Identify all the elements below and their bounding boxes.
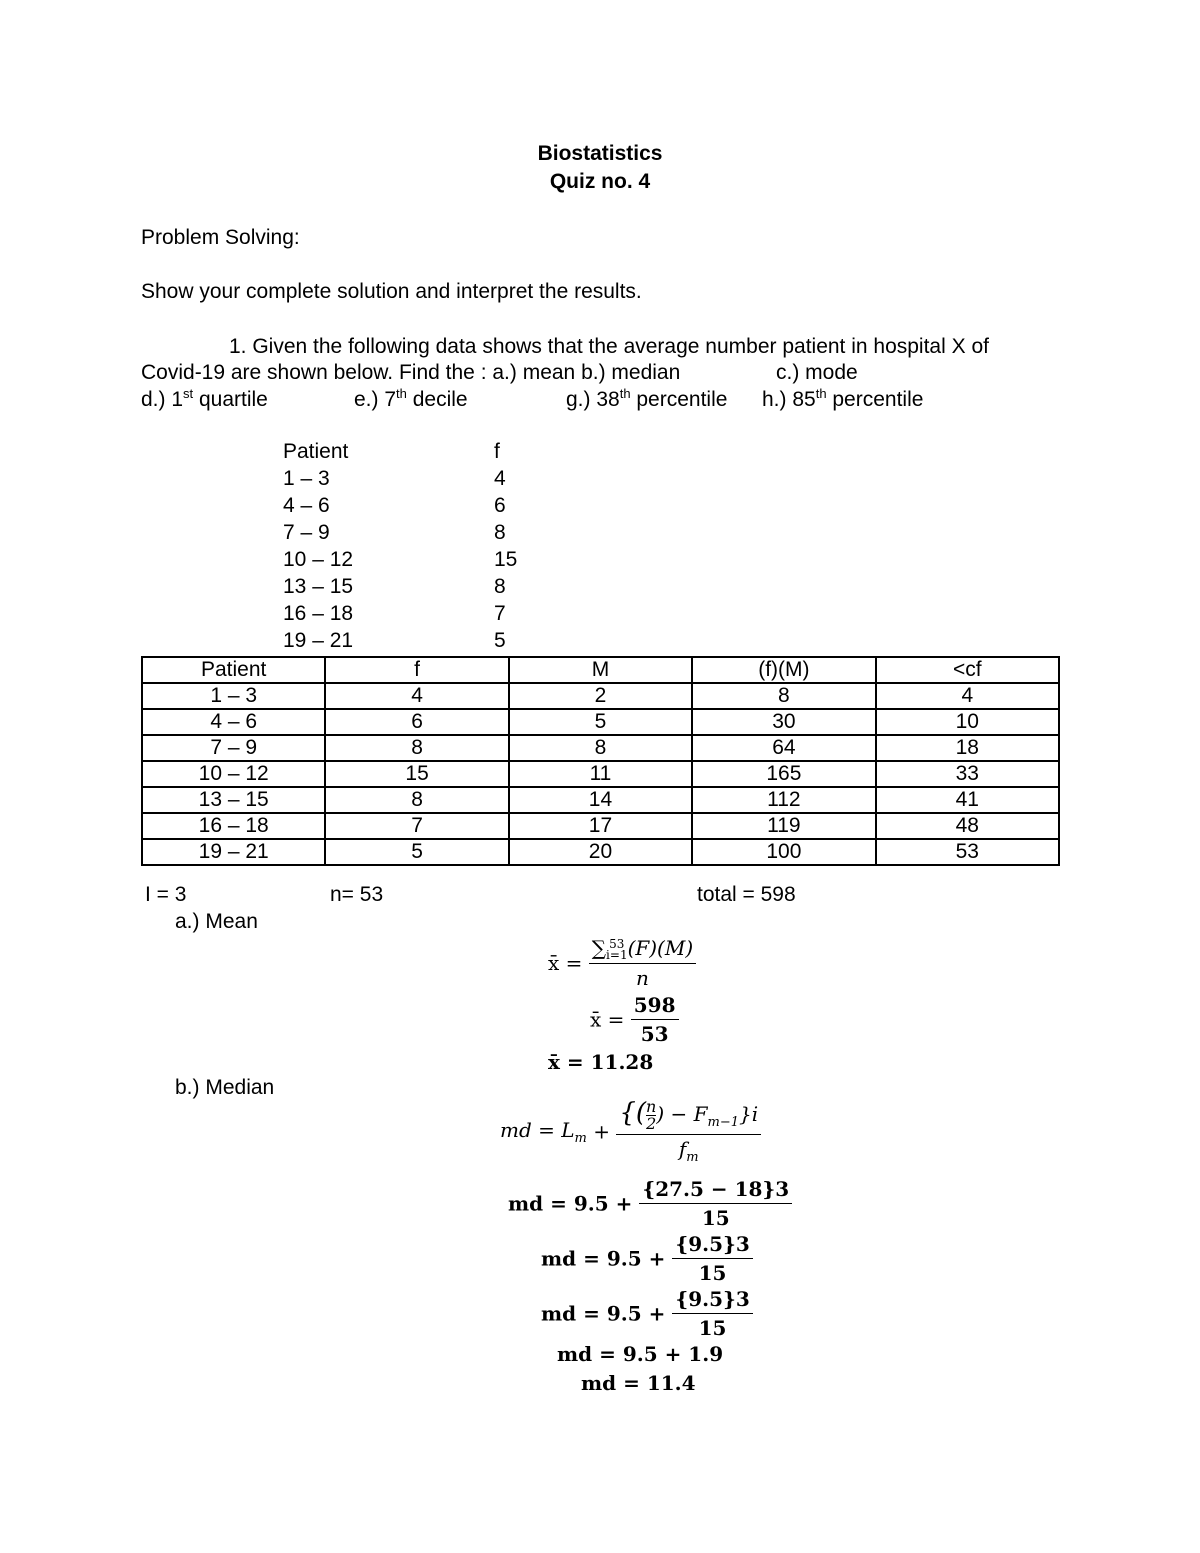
median-formula-denominator: $f_m$	[678, 1137, 699, 1165]
table-cell: 17	[509, 813, 692, 839]
table-cell: 8	[325, 787, 508, 813]
problem-item-g: g.) 38th percentile	[566, 386, 728, 411]
median-formula-fraction	[616, 1098, 761, 1165]
table-cell: 20	[509, 839, 692, 865]
mean-formula	[548, 936, 696, 990]
column-header-f: f	[325, 657, 508, 683]
column-header-patient: Patient	[142, 657, 325, 683]
frequency-class: 4 – 6	[283, 494, 330, 517]
mean-step-2-numerator: 598	[631, 993, 679, 1020]
table-row	[142, 709, 1059, 735]
computation-table	[141, 656, 1060, 866]
table-row	[142, 787, 1059, 813]
table-cell: 33	[876, 761, 1059, 787]
table-cell: 6	[325, 709, 508, 735]
column-header-cf: <cf	[876, 657, 1059, 683]
mean-step-2-lhs: x̄ =	[590, 1007, 625, 1032]
summary-n: n= 53	[330, 883, 384, 906]
median-step-3-denominator: 15	[698, 1316, 727, 1340]
table-cell: 165	[692, 761, 875, 787]
problem-item-c: c.) mode	[776, 361, 858, 384]
frequency-value: 5	[494, 629, 506, 652]
table-cell: 1 – 3	[142, 683, 325, 709]
mean-label: a.) Mean	[175, 910, 258, 933]
mean-formula-lhs: x̄ =	[548, 950, 583, 975]
frequency-row	[283, 467, 603, 494]
frequency-row	[283, 548, 603, 575]
median-formula: md = $L_m$ + {( $\frac{n}{2}$ ) − $F_{m-1}\}i$ $f_m$	[500, 1098, 761, 1165]
frequency-class: 19 – 21	[283, 629, 354, 652]
frequency-header-patient: Patient	[283, 440, 349, 463]
table-cell: 19 – 21	[142, 839, 325, 865]
table-cell: 11	[509, 761, 692, 787]
frequency-row	[283, 629, 603, 656]
table-row	[142, 683, 1059, 709]
mean-formula-numerator: ∑ 53 i=1 (F)(M)	[589, 936, 696, 964]
page-subtitle: Quiz no. 4	[549, 170, 651, 193]
table-cell: 4	[325, 683, 508, 709]
summary-interval: I = 3	[145, 883, 187, 906]
frequency-class: 16 – 18	[283, 602, 354, 625]
table-cell: 4 – 6	[142, 709, 325, 735]
table-row	[142, 761, 1059, 787]
frequency-row	[283, 575, 603, 602]
problem-item-d: d.) 1st quartile	[141, 386, 268, 411]
median-formula-lhs: md = $L_m$	[500, 1117, 587, 1146]
frequency-class: 7 – 9	[283, 521, 330, 544]
frequency-class: 13 – 15	[283, 575, 354, 598]
summary-total: total = 598	[697, 883, 796, 906]
mean-step-2	[590, 993, 679, 1046]
mean-step-2-denominator: 53	[640, 1022, 669, 1046]
frequency-value: 7	[494, 602, 506, 625]
table-cell: 8	[325, 735, 508, 761]
mean-step-2-fraction	[631, 993, 679, 1046]
table-cell: 7	[325, 813, 508, 839]
table-cell: 119	[692, 813, 875, 839]
median-step-2-numerator: {9.5}3	[672, 1232, 752, 1259]
table-cell: 15	[325, 761, 508, 787]
table-cell: 112	[692, 787, 875, 813]
median-step-1-numerator: {27.5 − 18}3	[639, 1177, 792, 1204]
median-step-3-numerator: {9.5}3	[672, 1287, 752, 1314]
median-formula-numerator: {( $\frac{n}{2}$ ) − $F_{m-1}\}i$	[616, 1098, 761, 1135]
median-label: b.) Median	[175, 1076, 275, 1099]
table-cell: 2	[509, 683, 692, 709]
table-cell: 4	[876, 683, 1059, 709]
table-cell: 10 – 12	[142, 761, 325, 787]
table-row	[142, 813, 1059, 839]
table-cell: 41	[876, 787, 1059, 813]
table-cell: 30	[692, 709, 875, 735]
table-cell: 5	[325, 839, 508, 865]
table-cell: 14	[509, 787, 692, 813]
frequency-row	[283, 602, 603, 629]
table-cell: 64	[692, 735, 875, 761]
section-label: Problem Solving:	[141, 226, 300, 249]
table-header-row	[142, 657, 1059, 683]
table-cell: 13 – 15	[142, 787, 325, 813]
median-step-2-denominator: 15	[698, 1261, 727, 1285]
frequency-header-f: f	[494, 440, 500, 463]
median-step-3: md = 9.5 + $\frac{\{9.5\}3}{15}$	[541, 1287, 753, 1340]
table-cell: 7 – 9	[142, 735, 325, 761]
column-header-m: M	[509, 657, 692, 683]
mean-result: x̄ = 11.28	[548, 1050, 654, 1074]
frequency-value: 15	[494, 548, 518, 571]
problem-item-h: h.) 85th percentile	[762, 386, 924, 411]
problem-line-2: Covid-19 are shown below. Find the : a.) mean b.) median	[141, 361, 681, 384]
median-step-4: md = 9.5 + 1.9	[557, 1342, 724, 1366]
table-cell: 8	[509, 735, 692, 761]
table-cell: 18	[876, 735, 1059, 761]
table-cell: 8	[692, 683, 875, 709]
frequency-row	[283, 521, 603, 548]
table-cell: 53	[876, 839, 1059, 865]
mean-formula-fraction	[589, 936, 696, 990]
table-cell: 5	[509, 709, 692, 735]
table-cell: 10	[876, 709, 1059, 735]
frequency-class: 10 – 12	[283, 548, 354, 571]
frequency-class: 1 – 3	[283, 467, 330, 490]
frequency-list	[283, 440, 603, 656]
median-step-1: md = 9.5 + $\frac{\{27.5 - 18\}3}{15}$	[508, 1177, 792, 1230]
instruction-text: Show your complete solution and interpret the results.	[141, 280, 642, 303]
median-result: md = 11.4	[581, 1371, 696, 1395]
frequency-value: 8	[494, 521, 506, 544]
frequency-value: 8	[494, 575, 506, 598]
median-step-2: md = 9.5 + $\frac{\{9.5\}3}{15}$	[541, 1232, 753, 1285]
table-row	[142, 735, 1059, 761]
table-row	[142, 839, 1059, 865]
frequency-value: 4	[494, 467, 506, 490]
table-cell: 16 – 18	[142, 813, 325, 839]
table-cell: 100	[692, 839, 875, 865]
table-cell: 48	[876, 813, 1059, 839]
frequency-list-header	[283, 440, 603, 467]
frequency-value: 6	[494, 494, 506, 517]
median-step-1-denominator: 15	[701, 1206, 730, 1230]
frequency-row	[283, 494, 603, 521]
problem-line-1: 1. Given the following data shows that the average number patient in hospital X of	[229, 335, 989, 358]
page-title: Biostatistics	[537, 142, 663, 165]
problem-item-e: e.) 7th decile	[354, 386, 468, 411]
column-header-fm: (f)(M)	[692, 657, 875, 683]
mean-formula-denominator: n	[636, 965, 649, 990]
